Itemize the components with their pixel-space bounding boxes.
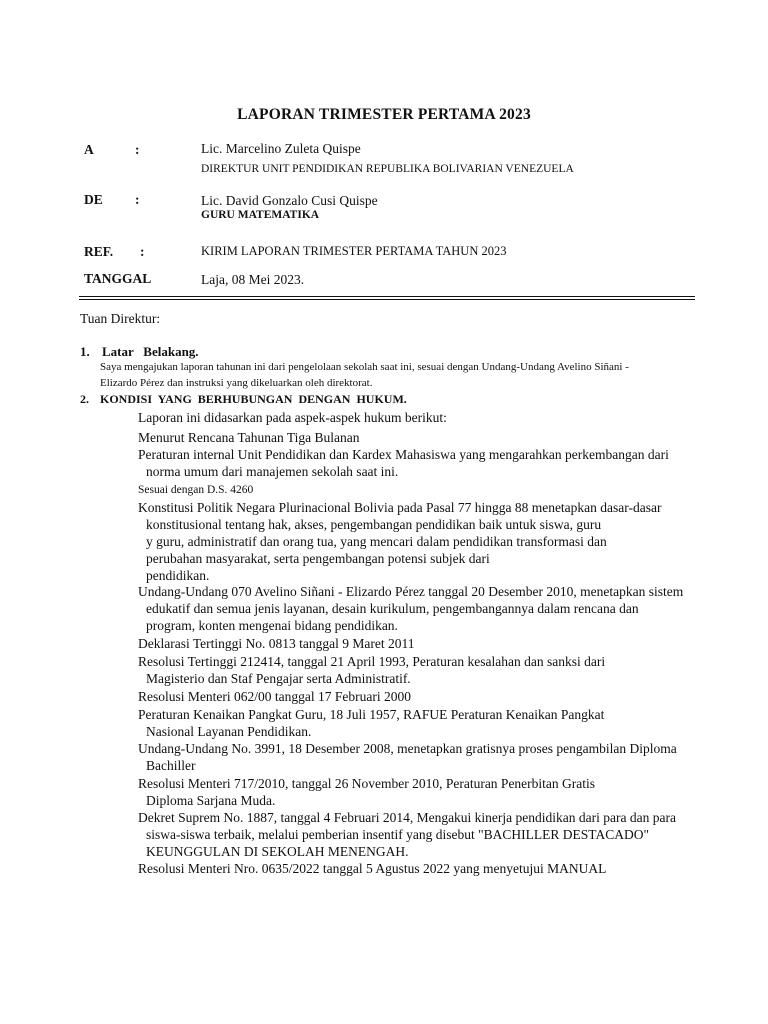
legal-item	[124, 635, 415, 652]
legal-item-line: Undang-Undang 070 Avelino Siñani - Elizardo Pérez tanggal 20 Desember 2010, menetapkan sistem	[138, 584, 684, 599]
date-value: Laja, 08 Mei 2023.	[201, 272, 305, 287]
legal-item-line: siswa-siswa terbaik, melalui pemberian insentif yang disebut "BACHILLER DESTACADO"	[146, 827, 649, 842]
legal-item-line: Resolusi Menteri 717/2010, tanggal 26 November 2010, Peraturan Penerbitan Gratis	[138, 776, 596, 791]
from-position: GURU MATEMATIKA	[201, 209, 320, 221]
section1-line2: Elizardo Pérez dan instruksi yang dikeluarkan oleh direktorat.	[100, 377, 373, 389]
section1-line1: Saya mengajukan laporan tahunan ini dari pengelolaan sekolah saat ini, sesuai dengan Undang-Undang Avelino Siñani -	[100, 361, 629, 373]
legal-item	[124, 740, 677, 774]
legal-item-line: edukatif dan semua jenis layanan, desain kurikulum, pengembangannya dalam rencana dan	[146, 601, 639, 616]
legal-item-line: pendidikan.	[146, 568, 210, 583]
legal-item-line: Bachiller	[146, 758, 196, 773]
section2-number: 2.	[80, 392, 89, 406]
legal-item-line: program, konten mengenai bidang pendidikan.	[146, 618, 398, 633]
legal-item-line: Deklarasi Tertinggi No. 0813 tanggal 9 Maret 2011	[138, 636, 415, 651]
legal-item-line: konstitusional tentang hak, akses, pengembangan pendidikan baik untuk siswa, guru	[146, 517, 602, 532]
date-label: TANGGAL	[84, 271, 152, 286]
legal-item	[124, 446, 669, 480]
legal-item	[124, 706, 604, 740]
legal-item-line: perubahan masyarakat, serta pengembangan potensi subjek dari	[146, 551, 490, 566]
legal-item-line: y guru, administratif dan orang tua, yang mencari dalam pendidikan transformasi dan	[146, 534, 607, 549]
legal-item	[124, 499, 661, 584]
legal-item-line: Resolusi Tertinggi 212414, tanggal 21 April 1993, Peraturan kesalahan dan sanksi dari	[138, 654, 606, 669]
legal-item-line: KEUNGGULAN DI SEKOLAH MENENGAH.	[146, 844, 409, 859]
legal-item-line: Nasional Layanan Pendidikan.	[146, 724, 312, 739]
legal-item-line: Peraturan internal Unit Pendidikan dan Kardex Mahasiswa yang mengarahkan perkembangan dari	[138, 447, 669, 462]
to-position: DIREKTUR UNIT PENDIDIKAN REPUBLIKA BOLIVARIAN VENEZUELA	[201, 163, 574, 175]
legal-item-line: Resolusi Menteri 062/00 tanggal 17 Februari 2000	[138, 689, 411, 704]
to-colon: :	[135, 142, 140, 157]
legal-item-line: Undang-Undang No. 3991, 18 Desember 2008, menetapkan gratisnya proses pengambilan Diploma	[138, 741, 677, 756]
section1-heading: Latar Belakang.	[102, 344, 199, 359]
legal-item-line: norma umum dari manajemen sekolah saat ini.	[146, 464, 399, 479]
from-colon: :	[135, 192, 140, 207]
legal-item	[124, 688, 411, 705]
legal-item	[124, 482, 253, 499]
to-label: A	[84, 142, 94, 157]
section2-heading: KONDISI YANG BERHUBUNGAN DENGAN HUKUM.	[100, 392, 407, 406]
legal-item	[124, 860, 606, 877]
legal-item	[124, 583, 683, 634]
greeting: Tuan Direktur:	[80, 311, 161, 326]
section1-number: 1.	[80, 344, 90, 359]
ref-value: KIRIM LAPORAN TRIMESTER PERTAMA TAHUN 2023	[201, 244, 507, 258]
header-rule-bottom	[79, 299, 695, 300]
from-label: DE	[84, 192, 103, 207]
legal-item-line: Menurut Rencana Tahunan Tiga Bulanan	[138, 430, 360, 445]
legal-item-line: Sesuai dengan D.S. 4260	[138, 484, 254, 496]
legal-item-line: Konstitusi Politik Negara Plurinacional Bolivia pada Pasal 77 hingga 88 menetapkan dasar-dasar	[138, 500, 662, 515]
header-rule-top	[79, 296, 695, 297]
legal-item-line: Diploma Sarjana Muda.	[146, 793, 276, 808]
legal-item	[124, 653, 605, 687]
report-title: LAPORAN TRIMESTER PERTAMA 2023	[237, 106, 531, 123]
to-name: Lic. Marcelino Zuleta Quispe	[201, 141, 361, 156]
legal-item-line: Laporan ini didasarkan pada aspek-aspek hukum berikut:	[138, 410, 447, 425]
legal-item	[124, 409, 447, 426]
legal-item-line: Magisterio dan Staf Pengajar serta Administratif.	[146, 671, 411, 686]
from-name: Lic. David Gonzalo Cusi Quispe	[201, 193, 378, 208]
legal-item	[124, 775, 595, 809]
legal-item-line: Peraturan Kenaikan Pangkat Guru, 18 Juli 1957, RAFUE Peraturan Kenaikan Pangkat	[138, 707, 605, 722]
legal-item-line: Dekret Suprem No. 1887, tanggal 4 Februari 2014, Mengakui kinerja pendidikan dari para dan para	[138, 810, 676, 825]
legal-item	[124, 429, 360, 446]
ref-colon: :	[140, 244, 145, 259]
section1-body	[100, 359, 766, 391]
legal-item-line: Resolusi Menteri Nro. 0635/2022 tanggal 5 Agustus 2022 yang menyetujui MANUAL	[138, 861, 607, 876]
ref-label: REF.	[84, 244, 114, 259]
legal-item	[124, 809, 676, 860]
